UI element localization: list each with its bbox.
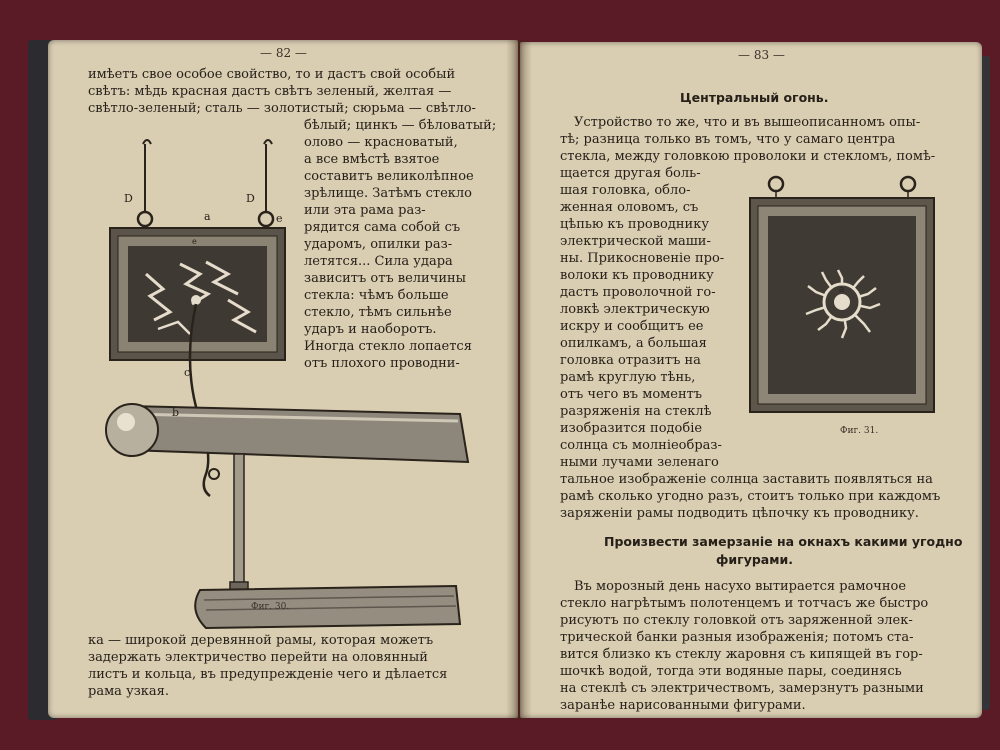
- figure-label-c: c: [184, 366, 191, 379]
- text-line: изобразится подобіе: [560, 421, 703, 436]
- text-line: вится близко къ стеклу жаровня съ кипящей въ гор-: [560, 647, 923, 662]
- text-line: Устройство то же, что и въ вышеописанномъ опы-: [574, 115, 921, 130]
- text-line: заряженіи рамы подводить цѣпочку къ проводнику.: [560, 506, 919, 521]
- figure-30-engraving: [88, 124, 488, 644]
- text-line: олово — красноватый,: [304, 135, 458, 150]
- text-line: солнца съ молніеобраз-: [560, 438, 722, 453]
- text-line: бѣлый; цинкъ — бѣловатый;: [304, 118, 497, 133]
- text-line: рамѣ сколько угодно разъ, стоитъ только при каждомъ: [560, 489, 941, 504]
- text-line: составитъ великолѣпное: [304, 169, 474, 184]
- text-line: зрѣлище. Затѣмъ стекло: [304, 186, 472, 201]
- text-line: заранѣе нарисованными фигурами.: [560, 698, 806, 713]
- text-line: рисуютъ по стеклу головкой отъ заряженной элек-: [560, 613, 913, 628]
- figure-label-e: e: [276, 212, 283, 225]
- text-line: электрической маши-: [560, 234, 711, 249]
- text-line: цѣпью къ проводнику: [560, 217, 709, 232]
- section-heading: фигурами.: [716, 552, 793, 567]
- text-line: искру и сообщитъ ее: [560, 319, 704, 334]
- text-line: свѣтъ: мѣдь красная дастъ свѣтъ зеленый, желтая —: [88, 84, 452, 99]
- text-line: волоки къ проводнику: [560, 268, 714, 283]
- figure-label-D: D: [246, 192, 255, 205]
- figure-caption: Фиг. 31.: [840, 426, 879, 436]
- figure-31-engraving: [746, 170, 942, 422]
- text-line: шочкѣ водой, тогда эти водяные пары, соединясь: [560, 664, 902, 679]
- text-line: летятся... Сила удара: [304, 254, 453, 269]
- text-line: отъ плохого проводни-: [304, 356, 460, 371]
- text-line: тальное изображеніе солнца заставить появляться на: [560, 472, 933, 487]
- text-line: головка отразитъ на: [560, 353, 701, 368]
- text-line: ными лучами зеленаго: [560, 455, 719, 470]
- figure-caption: Фиг. 30.: [251, 602, 290, 612]
- left-page: [48, 40, 518, 718]
- text-line: трической банки разныя изображенія; потомъ ста-: [560, 630, 914, 645]
- text-line: Въ морозный день насухо вытирается рамочное: [574, 579, 907, 594]
- section-heading: Центральный огонь.: [680, 90, 829, 105]
- text-line: ударъ и наоборотъ.: [304, 322, 437, 337]
- text-line: а все вмѣстѣ взятое: [304, 152, 440, 167]
- text-line: тѣ; разница только въ томъ, что у самаго центра: [560, 132, 896, 147]
- text-line: или эта рама раз-: [304, 203, 426, 218]
- text-line: ловкѣ электрическую: [560, 302, 710, 317]
- text-line: ударомъ, опилки раз-: [304, 237, 453, 252]
- text-line: отъ чего въ моментъ: [560, 387, 703, 402]
- text-line: Иногда стекло лопается: [304, 339, 472, 354]
- text-line: рядится сама собой съ: [304, 220, 461, 235]
- text-line: зависитъ отъ величины: [304, 271, 466, 286]
- figure-label-e: e: [192, 237, 197, 246]
- text-line: разряженія на стеклѣ: [560, 404, 712, 419]
- text-line: имѣетъ свое особое свойство, то и дастъ свой особый: [88, 67, 456, 82]
- figure-label-D: D: [124, 192, 133, 205]
- text-line: свѣтло-зеленый; сталь — золотистый; сюрьма — свѣтло-: [88, 101, 476, 116]
- text-line: ны. Прикосновеніе про-: [560, 251, 725, 266]
- figure-label-a: a: [204, 210, 211, 223]
- book-gutter: [506, 40, 532, 720]
- text-line: стекло, тѣмъ сильнѣе: [304, 305, 452, 320]
- text-line: стекла, между головкою проволоки и стекломъ, помѣ-: [560, 149, 936, 164]
- text-line: опилкамъ, а большая: [560, 336, 707, 351]
- text-line: листъ и кольца, въ предупрежденіе чего и дѣлается: [88, 667, 448, 682]
- figure-label-b: b: [172, 406, 180, 419]
- text-line: задержать электричество перейти на оловянный: [88, 650, 428, 665]
- page-number: — 83 —: [738, 48, 785, 62]
- section-heading: Произвести замерзаніе на окнахъ какими угодно: [604, 534, 963, 549]
- text-line: на стеклѣ съ электричествомъ, замерзнутъ разными: [560, 681, 924, 696]
- text-line: стекла: чѣмъ больше: [304, 288, 449, 303]
- figure-label-a: a: [839, 285, 845, 295]
- text-line: женная оловомъ, съ: [560, 200, 699, 215]
- right-page: [520, 42, 982, 718]
- text-line: рама узкая.: [88, 684, 170, 699]
- text-line: шая головка, обло-: [560, 183, 691, 198]
- text-line: рамѣ круглую тѣнь,: [560, 370, 696, 385]
- text-line: дастъ проволочной го-: [560, 285, 716, 300]
- text-line: стекло нагрѣтымъ полотенцемъ и тотчасъ же быстро: [560, 596, 929, 611]
- text-line: щается другая боль-: [560, 166, 701, 181]
- text-line: ка — широкой деревянной рамы, которая можетъ: [88, 633, 434, 648]
- page-number: — 82 —: [260, 46, 307, 60]
